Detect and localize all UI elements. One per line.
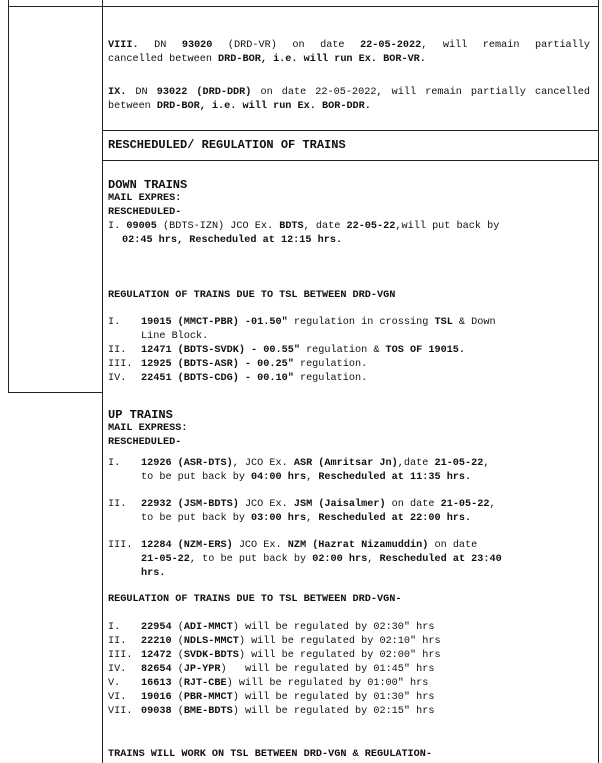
text-run: ,: [367, 554, 380, 565]
text-line: [108, 567, 590, 581]
up-rescheduled-item: [108, 539, 590, 581]
text-run: DRD-BOR, i.e. will run Ex. BOR-VR.: [218, 54, 426, 65]
up-rescheduled-label: RESCHEDULED-: [108, 437, 182, 448]
text-run: on date: [428, 540, 478, 551]
text-run: (: [171, 664, 184, 675]
text-run: ) will be regulated by 01:00" hrs: [226, 678, 429, 689]
item-number: III.: [108, 540, 133, 551]
text-run: to be put back by: [141, 472, 252, 483]
text-line: [108, 86, 590, 100]
down-regulation-heading: REGULATION OF TRAINS DUE TO TSL BETWEEN DRD-VGN: [108, 290, 396, 301]
text-run: hrs.: [141, 568, 166, 579]
text-run: 93022 (DRD-DDR): [156, 87, 252, 98]
text-run: 22451 (BDTS-CDG) - 00.10": [141, 373, 294, 384]
text-line: [108, 39, 590, 53]
tsl-work-heading: TRAINS WILL WORK ON TSL BETWEEN DRD-VGN & REGULATION-: [108, 749, 433, 760]
text-run: JCO Ex.: [232, 540, 288, 551]
text-run: regulation.: [293, 373, 368, 384]
text-run: (: [171, 692, 184, 703]
text-run: ) will be regulated by 01:30" hrs: [232, 692, 435, 703]
list-item: [108, 663, 590, 677]
text-run: on date 22-05-2022, will remain partially cancelled: [251, 87, 591, 98]
text-run: 21-05-22: [434, 458, 484, 469]
list-item: [108, 457, 590, 471]
list-item: [108, 621, 590, 635]
down-rescheduled-item: [108, 220, 590, 248]
text-run: ) will be regulated by 02:15" hrs: [232, 706, 435, 717]
row-divider-2: [102, 160, 599, 161]
item-number: IV.: [108, 664, 127, 675]
text-run: NDLS-MMCT: [183, 636, 239, 647]
text-run: 04:00 hrs: [251, 472, 307, 483]
down-regulation-list: [108, 316, 590, 386]
up-rescheduled-item: [108, 457, 590, 485]
text-run: 09038: [141, 706, 172, 717]
list-item: [108, 358, 590, 372]
text-run: ) will be regulated by 01:45" hrs: [220, 664, 435, 675]
text-run: ASR (Amritsar Jn): [293, 458, 398, 469]
down-rescheduled-label: RESCHEDULED-: [108, 207, 182, 218]
text-run: DRD-BOR, i.e. will run Ex. BOR-DDR.: [156, 101, 371, 112]
text-run: (: [171, 678, 184, 689]
cancellation-item-viii: [108, 39, 590, 67]
text-run: 22954: [141, 622, 172, 633]
text-line: [108, 100, 590, 114]
text-run: cancelled between: [108, 54, 219, 65]
table-right-border: [598, 0, 599, 763]
section-title: RESCHEDULED/ REGULATION OF TRAINS: [108, 138, 346, 152]
up-trains-heading: UP TRAINS: [108, 408, 173, 422]
text-run: (BDTS-IZN) JCO Ex.: [156, 221, 280, 232]
item-number: II.: [108, 636, 127, 647]
item-text: [141, 636, 441, 647]
text-run: Rescheduled at 23:40: [379, 554, 502, 565]
text-run: DN: [154, 40, 182, 51]
text-run: Rescheduled at 11:35 hrs.: [318, 472, 472, 483]
text-run: 12472: [141, 650, 172, 661]
item-text: [141, 359, 367, 370]
text-run: 93020: [181, 40, 213, 51]
item-number: II.: [108, 499, 127, 510]
text-line: [108, 220, 590, 234]
text-run: regulation &: [299, 345, 386, 356]
down-mail-express-label: MAIL EXPRES:: [108, 193, 182, 204]
item-number: IV.: [108, 373, 127, 384]
text-run: , JCO Ex.: [232, 458, 294, 469]
item-text: [141, 650, 441, 661]
text-run: Rescheduled at 22:00 hrs.: [318, 513, 472, 524]
cancellation-item-ix: [108, 86, 590, 114]
text-run: on date: [385, 499, 441, 510]
text-run: , will remain partially: [421, 40, 591, 51]
row-divider-left: [8, 392, 103, 393]
item-text: [141, 317, 496, 328]
text-run: ,: [306, 472, 319, 483]
column-divider: [102, 0, 103, 763]
list-item: [108, 705, 590, 719]
item-number: I.: [108, 317, 121, 328]
list-item: [108, 649, 590, 663]
text-run: TSL: [434, 317, 453, 328]
list-item: [108, 635, 590, 649]
table-left-border: [8, 0, 9, 392]
item-continuation: Line Block.: [141, 331, 209, 342]
text-run: 09005: [126, 221, 157, 232]
up-regulation-list: [108, 621, 590, 719]
item-text: [141, 373, 367, 384]
list-item: [108, 677, 590, 691]
text-run: PBR-MMCT: [183, 692, 233, 703]
item-text: [141, 458, 490, 469]
text-run: 22-05-22: [346, 221, 396, 232]
up-rescheduled-item: [108, 498, 590, 526]
up-trains-section: [108, 408, 590, 450]
item-text: [141, 678, 428, 689]
text-run: RJT-CBE: [183, 678, 227, 689]
text-run: 12925 (BDTS-ASR) - 00.25": [141, 359, 294, 370]
rescheduled-entry: [108, 220, 590, 248]
text-run: regulation in crossing: [287, 317, 435, 328]
text-run: 02:00 hrs: [312, 554, 368, 565]
item-number: V.: [108, 678, 121, 689]
text-run: ,date: [397, 458, 435, 469]
text-run: 12284 (NZM-ERS): [141, 540, 233, 551]
text-run: 22932 (JSM-BDTS): [141, 499, 239, 510]
text-run: 12471 (BDTS-SVDK) - 00.55": [141, 345, 300, 356]
down-trains-heading: DOWN TRAINS: [108, 178, 188, 192]
up-mail-express-label: MAIL EXPRESS:: [108, 423, 188, 434]
text-run: ,: [483, 458, 490, 469]
text-run: 16613: [141, 678, 172, 689]
list-item: [108, 344, 590, 358]
item-text: [141, 345, 465, 356]
text-run: IX.: [108, 87, 136, 98]
list-item: [108, 539, 590, 553]
list-item: [108, 372, 590, 386]
text-line: [108, 471, 590, 485]
text-run: 21-05-22: [141, 554, 190, 565]
text-run: 19015 (MMCT-PBR) -01.50": [141, 317, 288, 328]
item-text: [141, 540, 477, 551]
text-run: 22-05-2022: [360, 40, 422, 51]
text-run: 22210: [141, 636, 172, 647]
table-top-border: [8, 6, 599, 7]
item-number: I.: [108, 458, 121, 469]
text-run: ,will put back by: [395, 221, 500, 232]
text-run: ) will be regulated by 02:10" hrs: [238, 636, 441, 647]
text-run: (: [171, 622, 184, 633]
text-run: JSM (Jaisalmer): [293, 499, 386, 510]
item-text: [141, 706, 434, 717]
text-run: between: [108, 101, 157, 112]
text-run: BDTS: [279, 221, 304, 232]
text-line: [108, 53, 590, 67]
text-line: [108, 512, 590, 526]
text-run: NZM (Hazrat Nizamuddin): [287, 540, 429, 551]
text-run: DN: [135, 87, 157, 98]
text-run: ,: [306, 513, 319, 524]
list-item: [108, 691, 590, 705]
text-run: TOS OF 19015.: [385, 345, 466, 356]
text-run: , to be put back by: [189, 554, 313, 565]
item-number: I.: [108, 622, 121, 633]
item-number: VI.: [108, 692, 127, 703]
item-text: [141, 664, 434, 675]
text-run: VIII.: [108, 40, 155, 51]
text-line: [108, 553, 590, 567]
text-run: 02:45 hrs, Rescheduled at 12:15 hrs.: [122, 235, 343, 246]
item-text: [141, 692, 434, 703]
text-run: SVDK-BDTS: [183, 650, 239, 661]
text-run: to be put back by: [141, 513, 252, 524]
text-run: & Down: [452, 317, 496, 328]
item-text: [141, 622, 434, 633]
text-run: 21-05-22: [440, 499, 490, 510]
item-number: III.: [108, 359, 133, 370]
text-run: ,: [489, 499, 496, 510]
text-run: (DRD-VR) on date: [212, 40, 361, 51]
item-text: [141, 499, 496, 510]
text-run: , date: [303, 221, 347, 232]
text-run: regulation.: [293, 359, 368, 370]
text-run: 19016: [141, 692, 172, 703]
text-run: 82654: [141, 664, 172, 675]
list-item: [108, 316, 590, 330]
text-run: 03:00 hrs: [251, 513, 307, 524]
text-line: [108, 234, 590, 248]
text-run: (: [171, 650, 184, 661]
text-run: (: [171, 636, 184, 647]
text-run: ) will be regulated by 02:30" hrs: [232, 622, 435, 633]
text-run: (: [171, 706, 184, 717]
item-number: III.: [108, 650, 133, 661]
text-run: ) will be regulated by 02:00" hrs: [238, 650, 441, 661]
text-run: JP-YPR: [183, 664, 221, 675]
text-run: JCO Ex.: [238, 499, 294, 510]
text-run: 12926 (ASR-DTS): [141, 458, 233, 469]
row-divider-1: [102, 130, 599, 131]
up-regulation-heading: REGULATION OF TRAINS DUE TO TSL BETWEEN DRD-VGN-: [108, 594, 402, 605]
text-run: BME-BDTS: [183, 706, 233, 717]
down-trains-section: [108, 178, 590, 248]
text-run: ADI-MMCT: [183, 622, 233, 633]
list-item: [108, 498, 590, 512]
item-number: VII.: [108, 706, 133, 717]
text-run: I.: [108, 221, 127, 232]
item-number: II.: [108, 345, 127, 356]
